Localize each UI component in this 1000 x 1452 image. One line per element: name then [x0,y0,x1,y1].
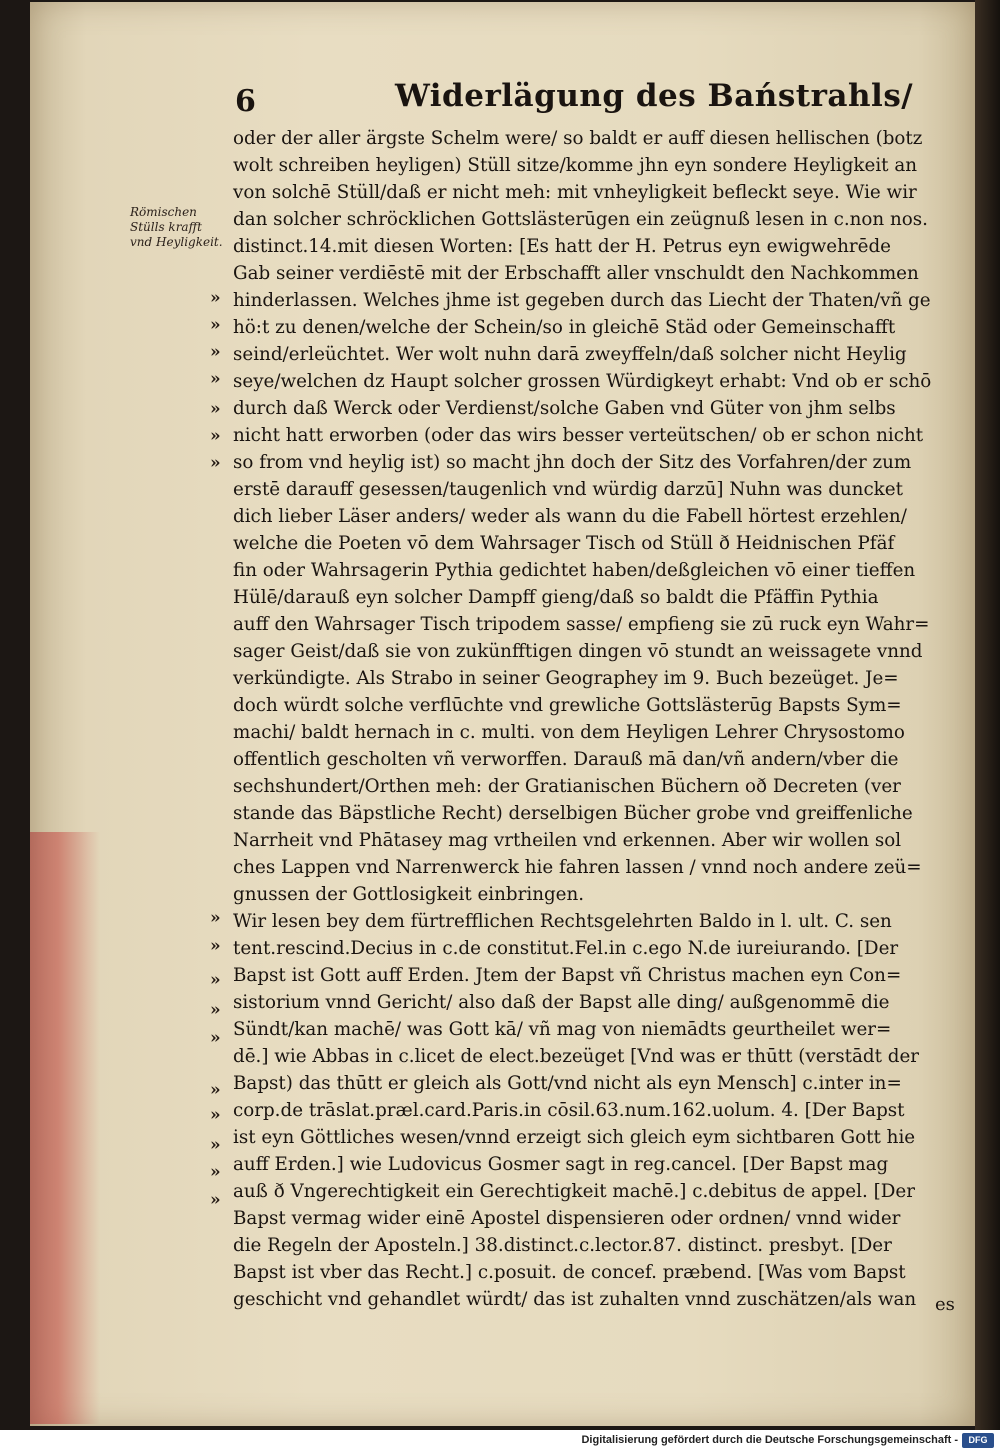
text-line: machi/ baldt hernach in c. multi. von dem Heyligen Lehrer Chrysostomo [233,722,905,743]
quote-mark: » [210,453,221,473]
funding-credit: Digitalisierung gefördert durch die Deutsche Forschungsgemeinschaft - [581,1434,958,1446]
text-line: welche die Poeten vō dem Wahrsager Tisch od Stüll ð Heidnischen Pfäf [233,533,895,554]
text-line: von solchē Stüll/daß er nicht meh: mit vnheyligkeit befleckt seye. Wie wir [233,182,917,203]
text-line: hö:t zu denen/welche der Schein/so in gleichē Städ oder Gemeinschafft [233,317,896,338]
digitization-footer [0,1430,1000,1452]
text-line: offentlich gescholten vñ verworffen. Darauß mā dan/vñ andern/vber die [233,749,899,770]
running-header [235,78,914,119]
text-line: ches Lappen vnd Narrenwerck hie fahren lassen / vnnd noch andere zeü= [233,857,922,878]
text-line: nicht hatt erworben (oder das wirs besser verteütschen/ ob er schon nicht [233,425,924,446]
text-line: auß ð Vngerechtigkeit ein Gerechtigkeit machē.] c.debitus de appel. [Der [233,1181,915,1202]
text-line: verkündigte. Als Strabo in seiner Geographey im 9. Buch bezeüget. Je= [233,668,899,689]
book-spine [975,0,1000,1430]
quote-mark: » [210,908,221,928]
text-line: dich lieber Läser anders/ weder als wann du die Fabell hörtest erzehlen/ [233,506,907,527]
text-line: auff den Wahrsager Tisch tripodem sasse/ empfieng sie zū ruck eyn Wahr= [233,614,930,635]
text-line: fin oder Wahrsagerin Pythia gedichtet haben/deßgleichen vō einer tieffen [233,560,916,581]
quote-mark: » [210,1000,221,1020]
text-line: dē.] wie Abbas in c.licet de elect.bezeüget [Vnd was er thūtt (verstādt der [233,1046,920,1067]
text-line: auff Erden.] wie Ludovicus Gosmer sagt in reg.cancel. [Der Bapst mag [233,1154,889,1175]
quote-mark: » [210,426,221,446]
text-line: corp.de trāslat.præl.card.Paris.in cōsil.63.num.162.uolum. 4. [Der Bapst [233,1100,905,1121]
text-line: Hülē/darauß eyn solcher Dampff gieng/daß so baldt die Pfäffin Pythia [233,587,879,608]
text-line: die Regeln der Aposteln.] 38.distinct.c.lector.87. distinct. presbyt. [Der [233,1235,892,1256]
text-line: gnussen der Gottlosigkeit einbringen. [233,884,585,905]
text-line: ist eyn Göttliches wesen/vnnd erzeigt sich gleich eym sichtbaren Gott hie [233,1127,916,1148]
text-line: dan solcher schröcklichen Gottslästerūgen ein zeügnuß lesen in c.non nos. [233,209,928,230]
text-line: hinderlassen. Welches jhme ist gegeben durch das Liecht der Thaten/vñ ge [233,290,931,311]
text-line: Narrheit vnd Phātasey mag vrtheilen vnd erkennen. Aber wir wollen sol [233,830,902,851]
text-line: seye/welchen dz Haupt solcher grossen Würdigkeyt erhabt: Vnd ob er schō [233,371,932,392]
quote-mark: » [210,1028,221,1048]
text-line: sechshundert/Orthen meh: der Gratianischen Büchern oð Decreten (ver [233,776,901,797]
quote-mark: » [210,936,221,956]
text-line: Bapst vermag wider einē Apostel dispensieren oder ordnen/ vnnd wider [233,1208,901,1229]
quote-mark: » [210,1135,221,1155]
text-line: stande das Bäpstliche Recht) derselbigen Bücher grobe vnd greiffenliche [233,803,913,824]
quote-mark: » [210,342,221,362]
text-line: sistorium vnnd Gericht/ also daß der Bapst alle ding/ außgenommē die [233,992,890,1013]
page-number: 6 [235,84,256,119]
page-edge-stain [30,832,100,1424]
quote-mark: » [210,399,221,419]
text-line: distinct.14.mit diesen Worten: [Es hatt der H. Petrus eyn ewigwehrēde [233,236,891,257]
catchword: es [935,1294,955,1315]
text-line: wolt schreiben heyligen) Stüll sitze/komme jhn eyn sondere Heyligkeit an [233,155,918,176]
text-line: durch daß Werck oder Verdienst/solche Gaben vnd Güter von jhm selbs [233,398,896,419]
text-line: Wir lesen bey dem fürtrefflichen Rechtsgelehrten Baldo in l. ult. C. sen [233,911,892,932]
text-line: sager Geist/daß sie von zukünfftigen dingen vō stundt an weissagete vnnd [233,641,923,662]
text-line: Gab seiner verdiēstē mit der Erbschafft aller vnschuldt den Nachkommen [233,263,919,284]
quote-mark: » [210,970,221,990]
margin-note: Römischen Stülls krafft vnd Heyligkeit. [130,205,223,249]
quote-mark: » [210,1105,221,1125]
text-line: Sündt/kan machē/ was Gott kā/ vñ mag von niemādts geurtheilet wer= [233,1019,892,1040]
text-line: so from vnd heylig ist) so macht jhn doch der Sitz des Vorfahren/der zum [233,452,912,473]
quote-mark: » [210,369,221,389]
text-line: Bapst ist Gott auff Erden. Jtem der Bapst vñ Christus machen eyn Con= [233,965,902,986]
running-title: Widerlägung des Baństrahls/ [395,78,914,114]
text-line: Bapst) das thūtt er gleich als Gott/vnd nicht als eyn Mensch] c.inter in= [233,1073,902,1094]
text-line: erstē darauff gesessen/taugenlich vnd würdig darzū] Nuhn was duncket [233,479,903,500]
text-line: seind/erleüchtet. Wer wolt nuhn darā zweyffeln/daß solcher nicht Heylig [233,344,907,365]
dfg-logo: DFG [962,1433,994,1448]
quote-mark: » [210,288,221,308]
quote-mark: » [210,1190,221,1210]
quote-mark: » [210,1162,221,1182]
quote-mark: » [210,315,221,335]
text-line: doch würdt solche verflūchte vnd grewliche Gottslästerūg Bapsts Sym= [233,695,902,716]
quote-mark: » [210,1080,221,1100]
text-line: Bapst ist vber das Recht.] c.posuit. de concef. præbend. [Was vom Bapst [233,1262,906,1283]
text-line: tent.rescind.Decius in c.de constitut.Fel.in c.ego N.de iureiurando. [Der [233,938,899,959]
text-line: oder der aller ärgste Schelm were/ so baldt er auff diesen hellischen (botz [233,128,923,149]
text-line: geschicht vnd gehandlet würdt/ das ist zuhalten vnnd zuschätzen/als wan [233,1289,917,1310]
